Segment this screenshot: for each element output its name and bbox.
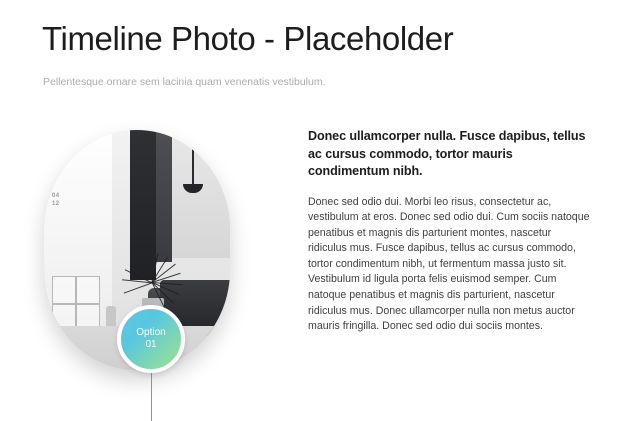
photo-lamp-cord <box>192 130 194 186</box>
page-subtitle: Pellentesque ornare sem lacinia quam venenatis vestibulum. <box>43 76 326 88</box>
option-badge-number: 01 <box>145 339 157 350</box>
calendar-day: 12 <box>52 201 60 207</box>
photo-plant <box>124 258 184 308</box>
photo-panel-dark-secondary <box>156 130 172 262</box>
option-badge-label: Option <box>136 327 166 338</box>
timeline-connector-line <box>151 368 152 421</box>
content-lead: Donec ullamcorper nulla. Fusce dapibus, tellus ac cursus commodo, tortor mauris condimentum nibh. <box>308 129 586 178</box>
content-column <box>308 128 590 335</box>
option-badge[interactable] <box>117 305 185 373</box>
photo-panel-light <box>172 130 230 258</box>
calendar-month: 04 <box>52 193 60 199</box>
content-paragraph: Donec sed odio dui. Morbi leo risus, consectetur ac, vestibulum at eros. Donec sed odio dui. Cum sociis natoque penatibus et magnis dis parturient montes, nascetur ridiculus mus. Fusce dapibus, tellus ac cursus commodo, tortor condimentum nibh, ut fermentum massa justo sit. Vestibulum id ligula porta felis euismod semper. Cum natoque penatibus et magnis dis parturient, nascetur ridiculus mus. Donec ullamcorper nulla non metus auctor mauris fringilla. Donec sed odio dui sociis montes. <box>308 195 590 333</box>
page-title: Timeline Photo - Placeholder <box>42 20 454 57</box>
photo-wall-calendar <box>52 192 102 248</box>
